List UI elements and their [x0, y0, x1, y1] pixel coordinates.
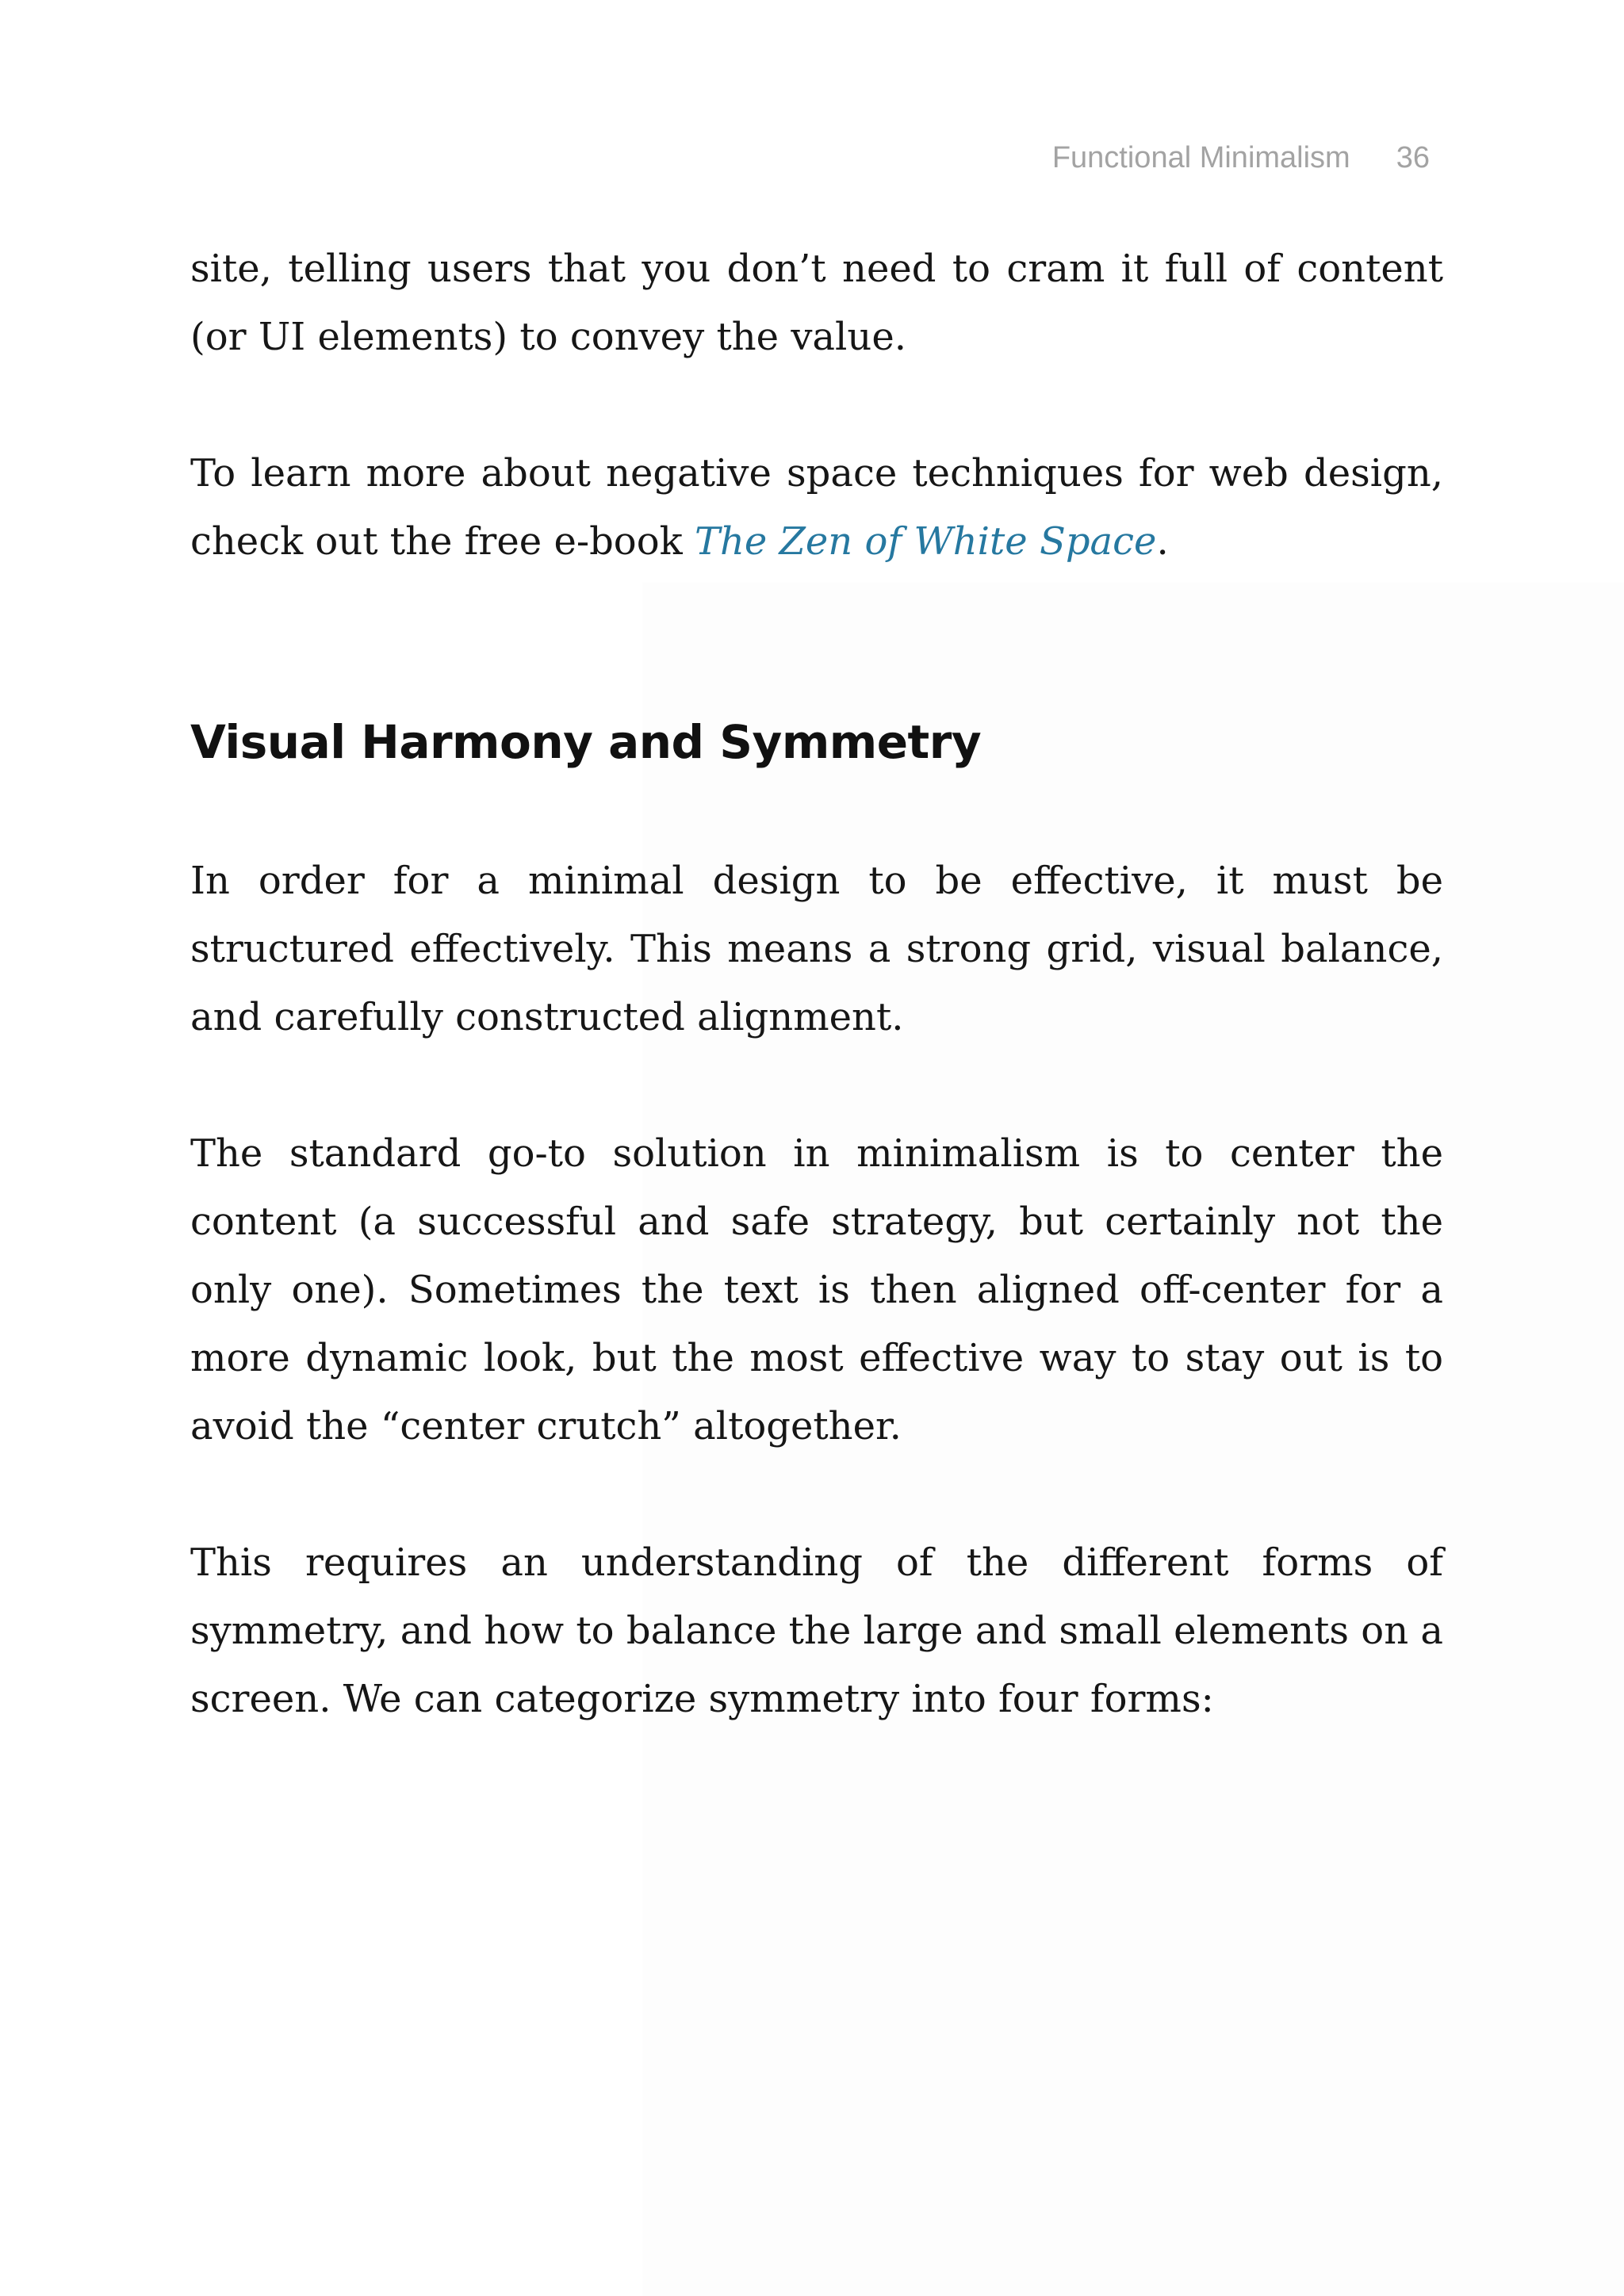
section-heading: Visual Harmony and Symmetry: [190, 715, 982, 769]
paragraph-text: To learn more about negative space techniques for web design, check out the free e-book: [190, 451, 1443, 564]
paragraph-symmetry: This requires an understanding of the different forms of symmetry, and how to balance the large and small elements on a screen. We can categorize symmetry into four forms:: [190, 1540, 1443, 1721]
paragraph-punctuation: .: [1156, 519, 1169, 564]
paragraph-structure: In order for a minimal design to be effective, it must be structured effectively. This means a strong grid, visual balance, and carefully constructed alignment.: [190, 859, 1443, 1039]
page-number: 36: [1396, 141, 1430, 174]
chapter-title: Functional Minimalism: [1051, 141, 1350, 174]
paragraph-centering: The standard go-to solution in minimalism is to center the content (a successful and safe strategy, but certainly not the only one). Sometimes the text is then aligned off-center for a more dynamic look, but the most effective way to stay out is to avoid the “center crutch” altogether.: [190, 1131, 1443, 1448]
running-header: [1052, 141, 1430, 175]
page-content: [190, 235, 1443, 1733]
ebook-link[interactable]: The Zen of White Space: [694, 519, 1157, 564]
paragraph-continuation: site, telling users that you don’t need to cram it full of content (or UI elements) to convey the value.: [190, 247, 1443, 359]
paragraph-ebook-reference: [190, 439, 1443, 576]
